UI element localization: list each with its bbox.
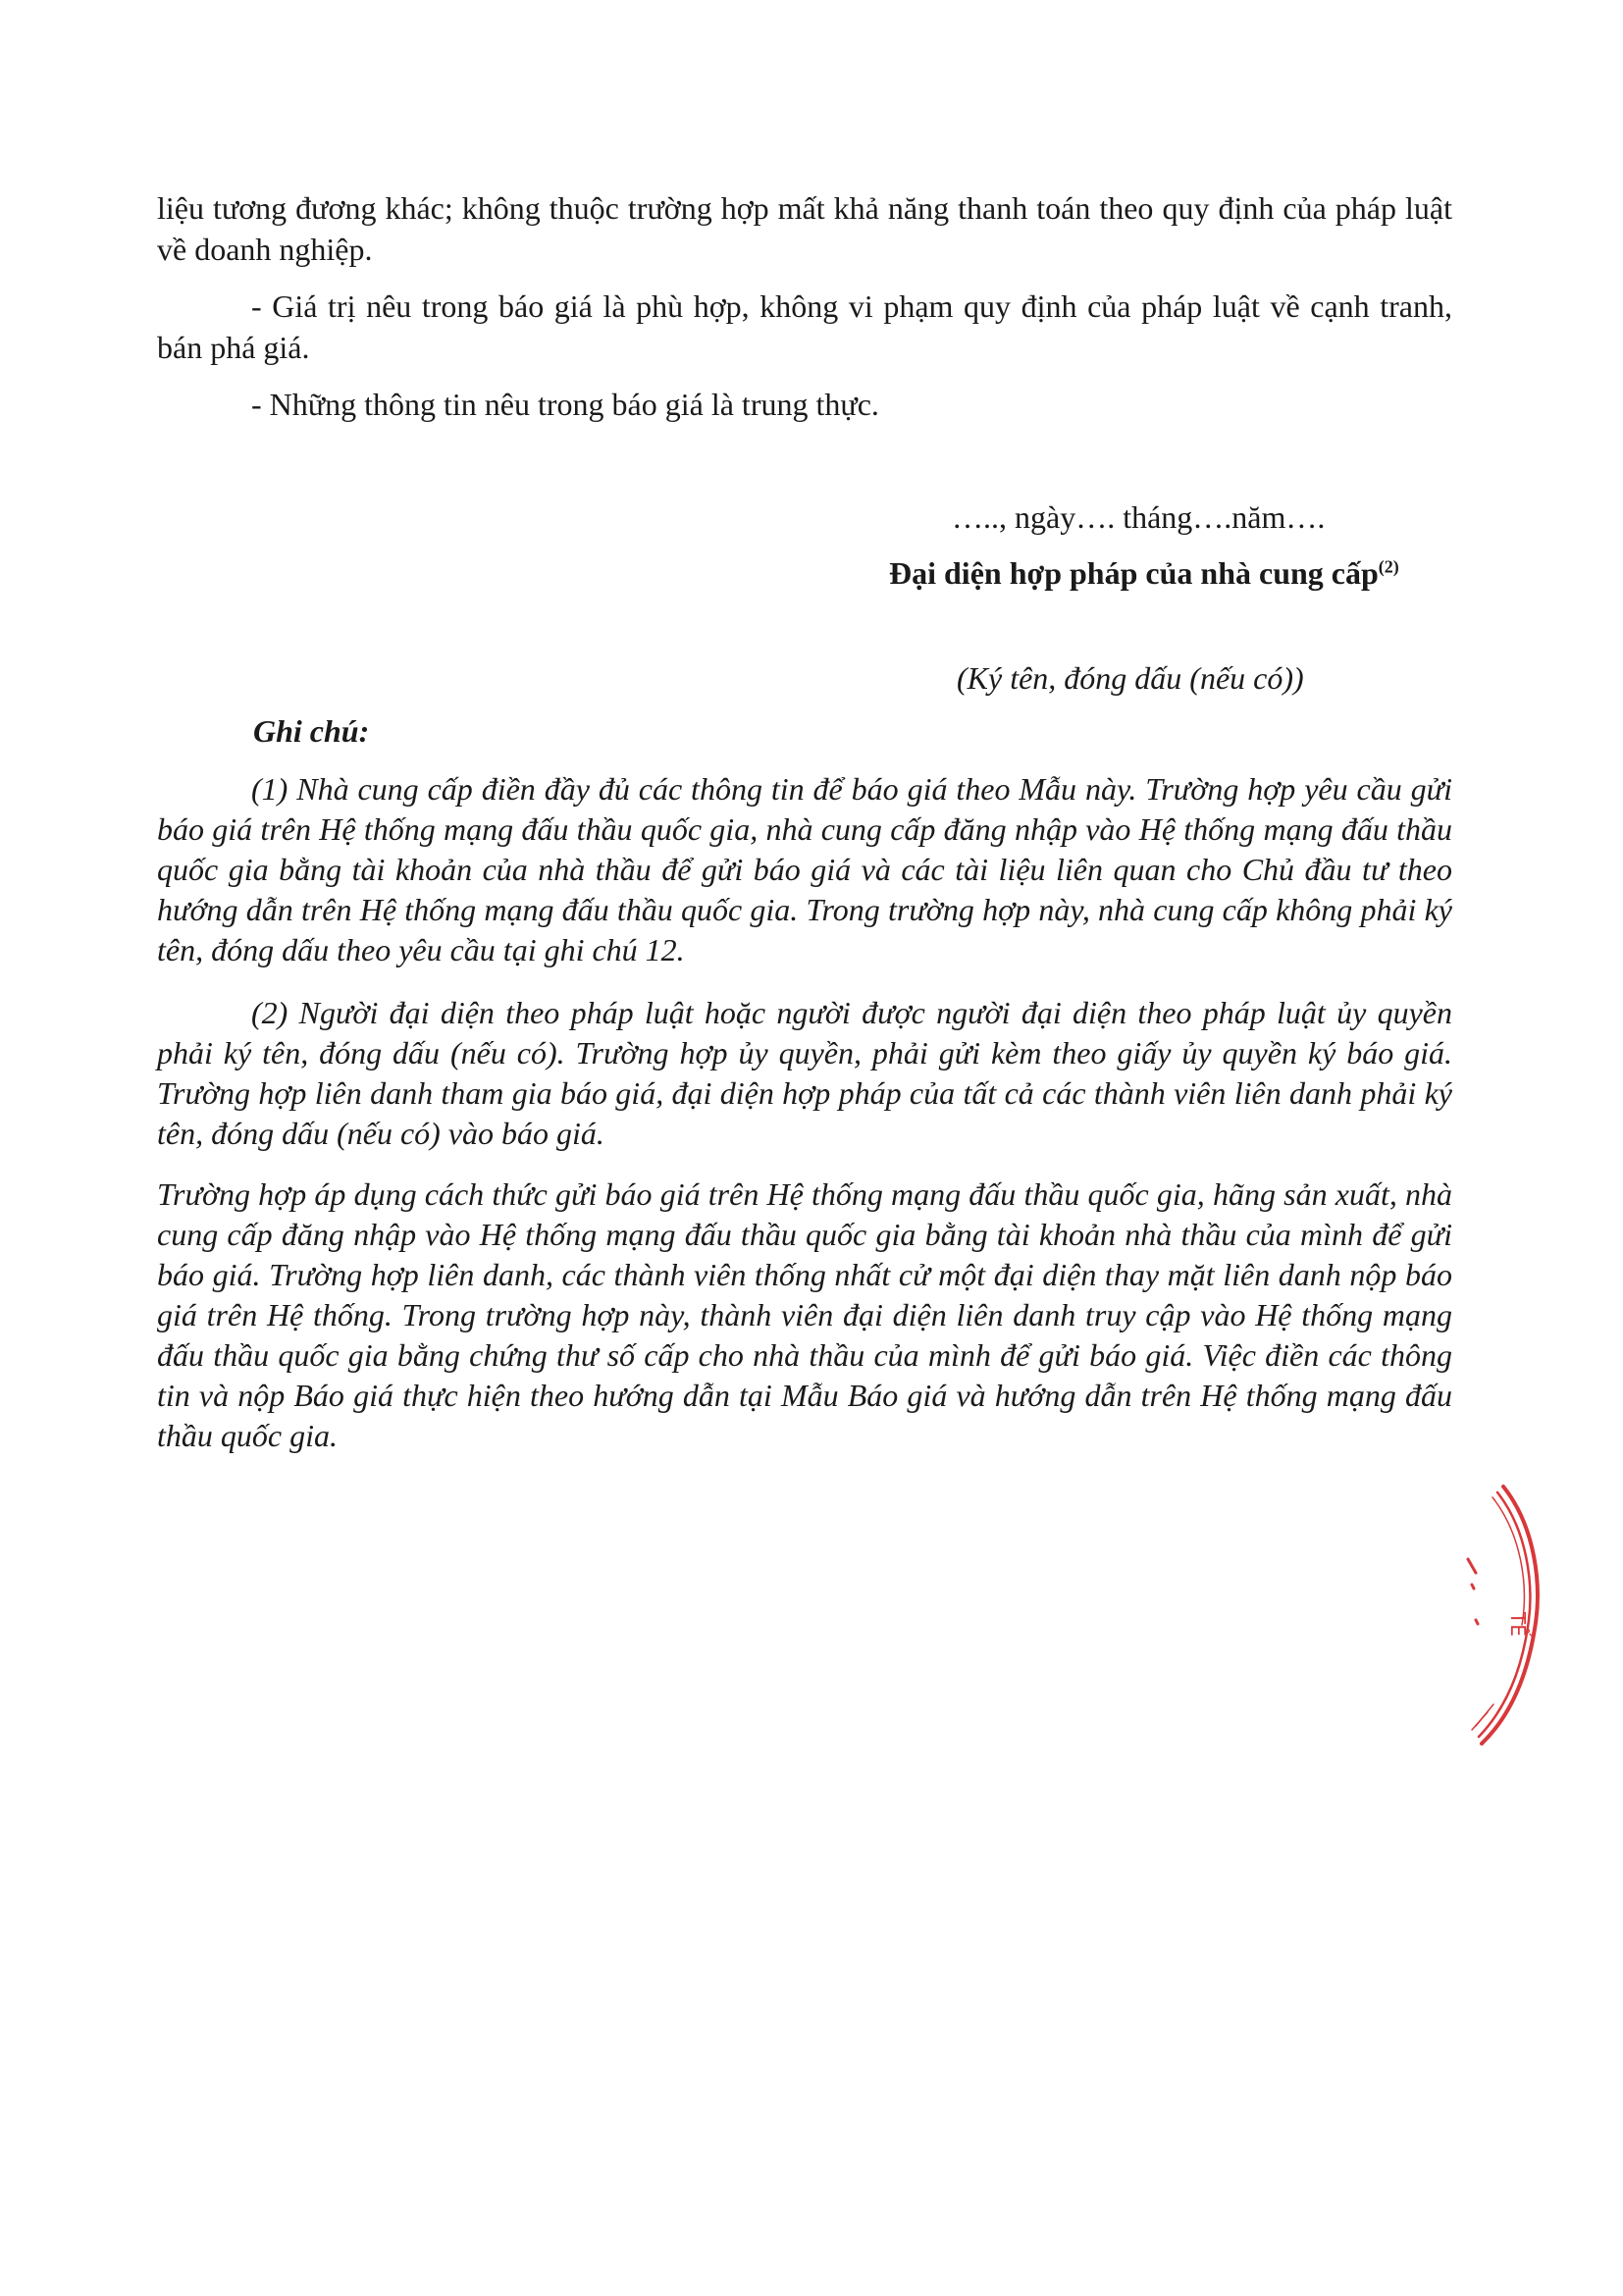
- note-1: (1) Nhà cung cấp điền đầy đủ các thông tin để báo giá theo Mẫu này. Trường hợp yêu cầu gửi báo giá trên Hệ thống mạng đấu thầu quốc gia, nhà cung cấp đăng nhập vào Hệ thống mạng đấu thầu quốc gia bằng tài khoản của nhà thầu để gửi báo giá và các tài liệu liên quan cho Chủ đầu tư theo hướng dẫn trên Hệ thống mạng đấu thầu quốc gia. Trong trường hợp này, nhà cung cấp không phải ký tên, đóng dấu theo yêu cầu tại ghi chú 12.: [157, 771, 1452, 967]
- stamp-text: TẾ: [1506, 1612, 1530, 1637]
- note-2: (2) Người đại diện theo pháp luật hoặc người được người đại diện theo pháp luật ủy quyền phải ký tên, đóng dấu (nếu có). Trường hợp ủy quyền, phải gửi kèm theo giấy ủy quyền ký báo giá. Trường hợp liên danh tham gia báo giá, đại diện hợp pháp của tất cả các thành viên liên danh phải ký tên, đóng dấu (nếu có) vào báo giá.: [157, 995, 1452, 1151]
- signature-title-text: Đại diện hợp pháp của nhà cung cấp: [889, 555, 1379, 591]
- note-3: Trường hợp áp dụng cách thức gửi báo giá trên Hệ thống mạng đấu thầu quốc gia, hãng sản xuất, nhà cung cấp đăng nhập vào Hệ thống mạng đấu thầu quốc gia bằng tài khoản nhà thầu của mình để gửi báo giá. Trường hợp liên danh, các thành viên thống nhất cử một đại diện thay mặt liên danh nộp báo giá trên Hệ thống. Trong trường hợp này, thành viên đại diện liên danh truy cập vào Hệ thống mạng đấu thầu quốc gia bằng chứng thư số cấp cho nhà thầu của mình để gửi báo giá. Việc điền các thông tin và nộp Báo giá thực hiện theo hướng dẫn tại Mẫu Báo giá và hướng dẫn trên Hệ thống mạng đấu thầu quốc gia.: [157, 1176, 1452, 1453]
- notes-heading: Ghi chú:: [253, 713, 370, 749]
- signature-title: [889, 552, 1399, 594]
- body-paragraph-continuation: liệu tương đương khác; không thuộc trường hợp mất khả năng thanh toán theo quy định của pháp luật về doanh nghiệp.: [157, 190, 1452, 267]
- signature-date-line: ….., ngày…. tháng….năm….: [952, 499, 1326, 535]
- body-paragraph-price-valid: - Giá trị nêu trong báo giá là phù hợp, không vi phạm quy định của pháp luật về cạnh tranh, bán phá giá.: [157, 288, 1452, 365]
- body-paragraph-info-true: - Những thông tin nêu trong báo giá là trung thực.: [251, 387, 879, 422]
- signature-title-footnote: (2): [1378, 556, 1399, 577]
- signature-instruction: (Ký tên, đóng dấu (nếu có)): [957, 660, 1304, 696]
- red-seal-stamp: [1462, 1487, 1541, 1751]
